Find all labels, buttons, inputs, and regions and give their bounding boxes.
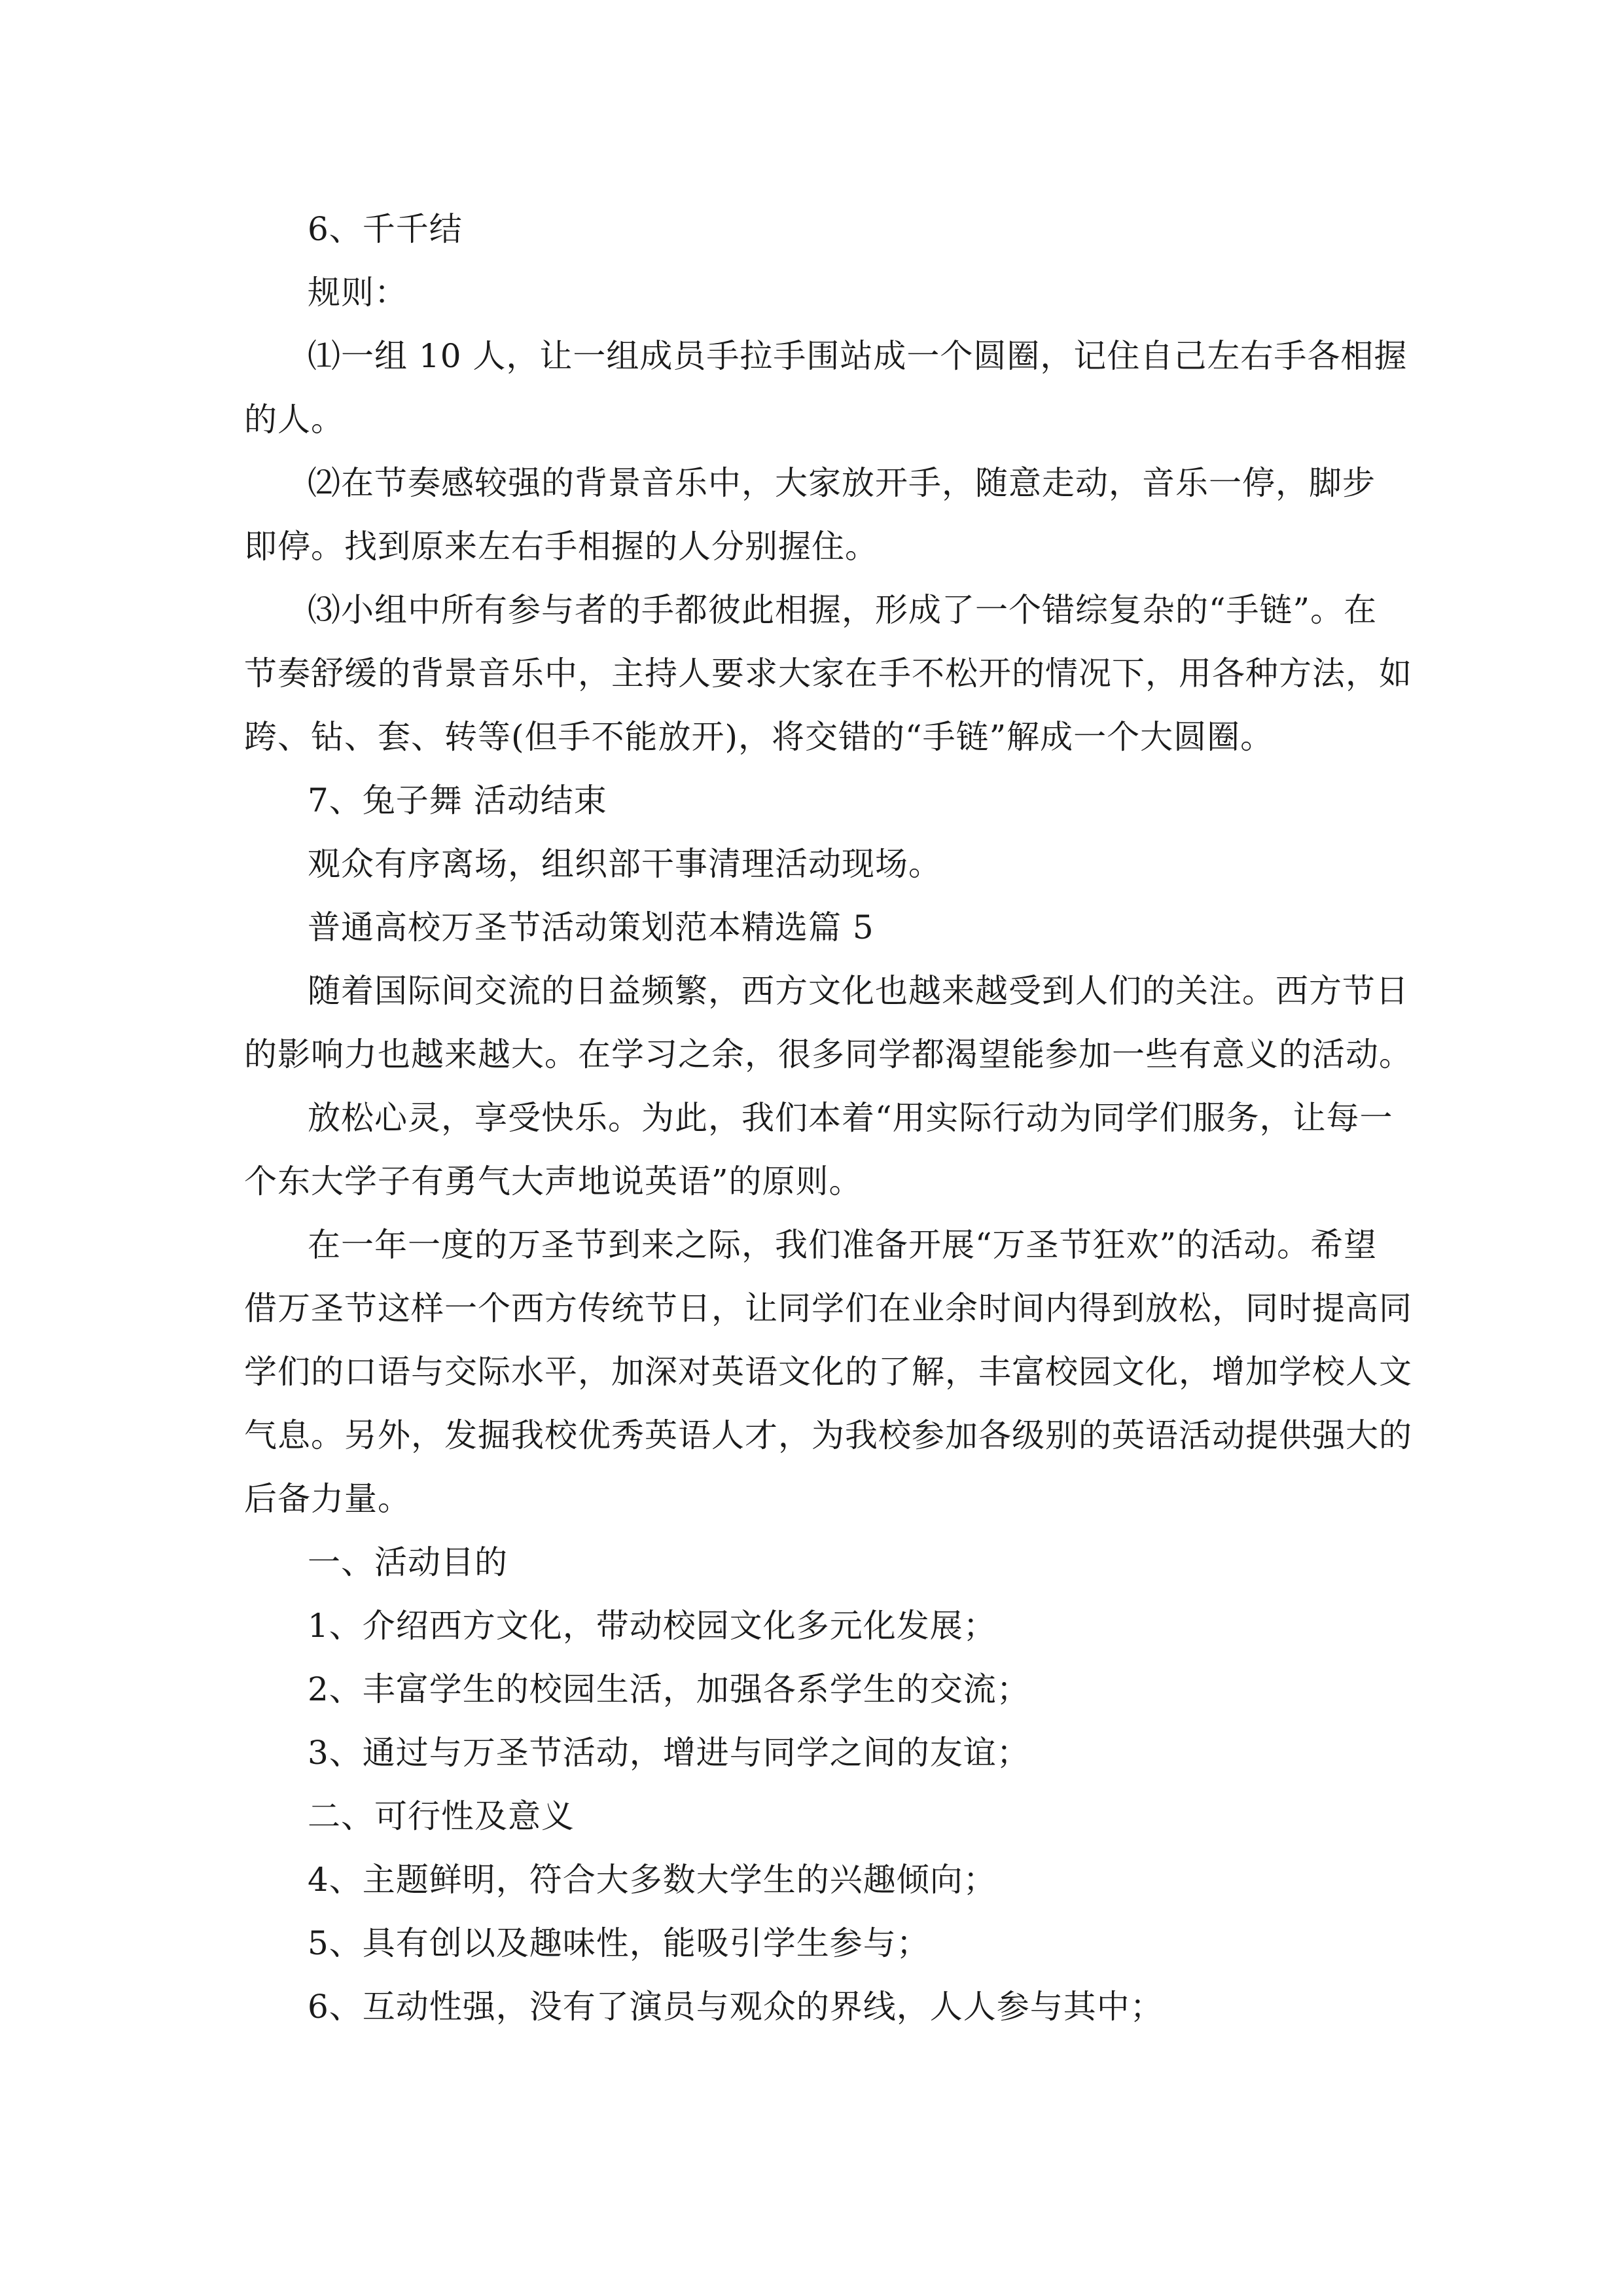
heading-feasibility: 二、可行性及意义	[308, 1797, 575, 1835]
goal-item-1: 1、介绍西方文化，带动校园文化多元化发展；	[308, 1607, 997, 1645]
purpose-paragraph-line-2: 借万圣节这样一个西方传统节日，让同学们在业余时间内得到放松，同时提高同	[244, 1289, 1412, 1327]
heading-activity-goals: 一、活动目的	[308, 1543, 508, 1581]
rule-3-line-3: 跨、钻、套、转等(但手不能放开)，将交错的“手链”解成一个大圆圈。	[244, 718, 1274, 756]
intro-paragraph-line-4: 个东大学子有勇气大声地说英语”的原则。	[244, 1162, 863, 1200]
intro-paragraph-line-1: 随着国际间交流的日益频繁，西方文化也越来越受到人们的关注。西方节日	[308, 972, 1409, 1010]
rule-2-line-1: ⑵在节奏感较强的背景音乐中，大家放开手，随意走动，音乐一停，脚步	[308, 464, 1376, 502]
list-item-game-6: 6、千千结	[308, 210, 463, 248]
feasibility-item-6: 6、互动性强，没有了演员与观众的界线，人人参与其中；	[308, 1988, 1164, 2026]
rule-2-line-2: 即停。找到原来左右手相握的人分别握住。	[244, 528, 878, 565]
closing-paragraph: 观众有序离场，组织部干事清理活动现场。	[308, 845, 942, 883]
rule-3-line-1: ⑶小组中所有参与者的手都彼此相握，形成了一个错综复杂的“手链”。在	[308, 591, 1378, 629]
intro-paragraph-line-3: 放松心灵，享受快乐。为此，我们本着“用实际行动为同学们服务，让每一	[308, 1099, 1393, 1137]
purpose-paragraph-line-3: 学们的口语与交际水平，加深对英语文化的了解，丰富校园文化，增加学校人文	[244, 1353, 1412, 1391]
list-item-game-7: 7、兔子舞 活动结束	[308, 781, 607, 819]
purpose-paragraph-line-5: 后备力量。	[244, 1480, 411, 1518]
feasibility-item-4: 4、主题鲜明，符合大多数大学生的兴趣倾向；	[308, 1861, 997, 1899]
rule-1-line-1: ⑴一组 10 人，让一组成员手拉手围站成一个圆圈，记住自己左右手各相握	[308, 337, 1408, 375]
section-title: 普通高校万圣节活动策划范本精选篇 5	[308, 908, 874, 946]
rules-heading: 规则：	[308, 274, 408, 312]
goal-item-2: 2、丰富学生的校园生活，加强各系学生的交流；	[308, 1670, 1030, 1708]
intro-paragraph-line-2: 的影响力也越来越大。在学习之余，很多同学都渴望能参加一些有意义的活动。	[244, 1035, 1412, 1073]
rule-3-line-2: 节奏舒缓的背景音乐中，主持人要求大家在手不松开的情况下，用各种方法，如	[244, 655, 1412, 692]
purpose-paragraph-line-4: 气息。另外，发掘我校优秀英语人才，为我校参加各级别的英语活动提供强大的	[244, 1416, 1412, 1454]
rule-1-line-2: 的人。	[244, 401, 344, 439]
purpose-paragraph-line-1: 在一年一度的万圣节到来之际，我们准备开展“万圣节狂欢”的活动。希望	[308, 1226, 1378, 1264]
feasibility-item-5: 5、具有创以及趣味性，能吸引学生参与；	[308, 1924, 930, 1962]
goal-item-3: 3、通过与万圣节活动，增进与同学之间的友谊；	[308, 1734, 1030, 1772]
